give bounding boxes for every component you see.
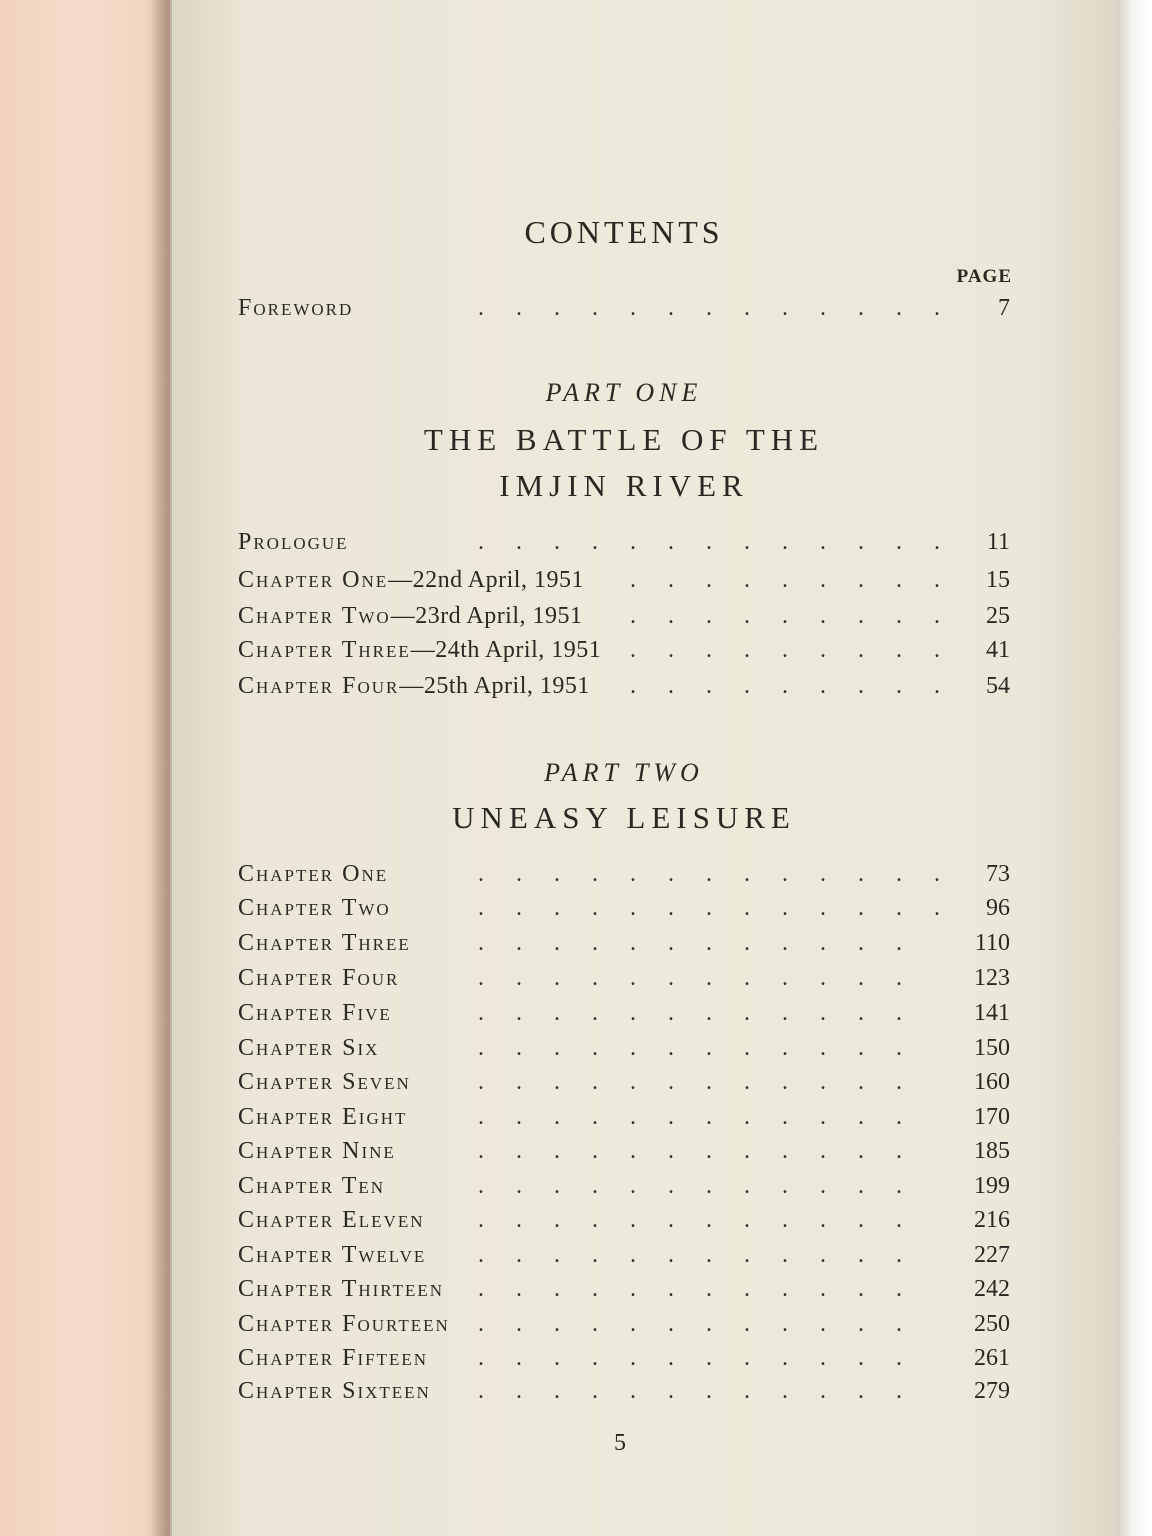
toc-entry-title [238, 1345, 428, 1372]
toc-entry-title [238, 603, 583, 630]
toc-entry-date: —25th April, 1951 [399, 673, 590, 699]
toc-entry-page: 41 [986, 637, 1010, 663]
toc-entry-label: Chapter Two [238, 895, 391, 921]
toc-entry-title [238, 930, 411, 957]
toc-entry-title [238, 1138, 396, 1165]
toc-entry-label: Chapter Two [238, 603, 391, 629]
toc-entry-page: 216 [974, 1207, 1010, 1233]
dot-leader: ............ [478, 1173, 934, 1199]
dot-leader: ............ [478, 1276, 934, 1302]
toc-entry-label: Chapter Fifteen [238, 1345, 429, 1371]
dot-leader: ............ [478, 1378, 934, 1404]
toc-entry [238, 1202, 1010, 1236]
toc-entry [238, 1133, 1010, 1167]
toc-entry [238, 1168, 1010, 1202]
dot-leader: ............ [478, 930, 934, 956]
toc-entry-page: 261 [974, 1345, 1010, 1371]
toc-entry-title [238, 295, 353, 322]
toc-entry-label: Chapter Eleven [238, 1207, 425, 1233]
toc-entry-title [238, 1242, 426, 1269]
page-number: 5 [614, 1430, 626, 1456]
toc-entry-page: 199 [974, 1173, 1010, 1199]
dot-leader: ......... [630, 567, 972, 593]
toc-entry-title [238, 1276, 444, 1303]
page-title: CONTENTS [524, 214, 724, 250]
toc-entry-date: —24th April, 1951 [410, 637, 602, 663]
toc-entry-date: —22nd April, 1951 [388, 567, 584, 593]
dot-leader: ............ [478, 1345, 934, 1371]
dot-leader: ............ [478, 1207, 934, 1233]
toc-entry-label: Chapter Thirteen [238, 1276, 445, 1302]
toc-entry [238, 290, 1010, 324]
toc-entry-page: 185 [974, 1138, 1010, 1164]
toc-entry [238, 890, 1010, 924]
toc-entry-label: Foreword [238, 295, 354, 321]
toc-entry-label: Chapter Four [238, 673, 400, 699]
toc-entry-page: 15 [986, 567, 1010, 593]
dot-leader: ............ [478, 1138, 934, 1164]
toc-entry-page: 150 [974, 1035, 1010, 1061]
toc-entry-page: 123 [974, 965, 1010, 991]
toc-entry-date: —23rd April, 1951 [390, 603, 583, 629]
toc-entry-title [238, 1311, 450, 1338]
toc-entry-page: 54 [986, 673, 1010, 699]
dot-leader: ............. [478, 529, 972, 555]
dot-leader: ............ [478, 1069, 934, 1095]
dot-leader: ............ [478, 1242, 934, 1268]
toc-entry-title [238, 895, 391, 922]
toc-entry-page: 25 [986, 603, 1010, 629]
toc-entry-title [238, 1000, 392, 1027]
toc-entry-label: Chapter Fourteen [238, 1311, 450, 1337]
toc-entry-label: Chapter Five [238, 1000, 392, 1026]
dot-leader: ............. [478, 895, 972, 921]
toc-entry-page: 250 [974, 1311, 1010, 1337]
toc-entry [238, 632, 1010, 666]
toc-entry-label: Prologue [238, 529, 349, 555]
toc-entry [238, 995, 1010, 1029]
toc-entry [238, 1373, 1010, 1407]
toc-entry [238, 1271, 1010, 1305]
toc-entry-title [238, 1035, 379, 1062]
toc-entry-label: Chapter One [238, 567, 389, 593]
toc-entry-page: 110 [974, 930, 1010, 956]
toc-entry-title [238, 637, 601, 664]
toc-entry [238, 1306, 1010, 1340]
dot-leader: ............ [478, 1035, 934, 1061]
toc-entry-label: Chapter Seven [238, 1069, 411, 1095]
part-two-title: UNEASY LEISURE [452, 800, 796, 835]
toc-entry [238, 1064, 1010, 1098]
toc-entry [238, 1237, 1010, 1271]
toc-entry-title [238, 1104, 407, 1131]
part-one-title-line-1: THE BATTLE OF THE [423, 422, 825, 457]
dot-leader: ............ [478, 1311, 934, 1337]
toc-entry-title [238, 965, 399, 992]
dot-leader: ......... [630, 637, 972, 663]
toc-entry-label: Chapter Eight [238, 1104, 408, 1130]
toc-entry-page: 141 [974, 1000, 1010, 1026]
toc-entry-title [238, 1069, 411, 1096]
toc-entry-title [238, 1173, 385, 1200]
toc-entry-page: 7 [998, 295, 1010, 321]
toc-entry [238, 562, 1010, 596]
toc-entry [238, 598, 1010, 632]
dot-leader: ............. [478, 861, 972, 887]
toc-entry-label: Chapter Three [238, 930, 411, 956]
toc-entry-page: 279 [974, 1378, 1010, 1404]
toc-entry-label: Chapter Four [238, 965, 400, 991]
toc-entry-page: 170 [974, 1104, 1010, 1130]
dot-leader: ............ [478, 1104, 934, 1130]
toc-entry [238, 856, 1010, 890]
toc-entry-title [238, 529, 349, 556]
part-one-title-line-2: IMJIN RIVER [499, 468, 749, 503]
toc-entry-label: Chapter Nine [238, 1138, 396, 1164]
toc-entry [238, 1030, 1010, 1064]
toc-entry-label: Chapter Twelve [238, 1242, 427, 1268]
toc-entry-page: 96 [986, 895, 1010, 921]
toc-entry-page: 242 [974, 1276, 1010, 1302]
part-one-label: PART ONE [545, 378, 703, 407]
toc-entry [238, 524, 1010, 558]
toc-entry-page: 11 [986, 529, 1010, 555]
toc-entry-label: Chapter Sixteen [238, 1378, 431, 1404]
toc-entry-page: 73 [986, 861, 1010, 887]
toc-entry-page: 160 [974, 1069, 1010, 1095]
toc-entry [238, 925, 1010, 959]
toc-entry-title [238, 567, 584, 594]
toc-entry-label: Chapter One [238, 861, 389, 887]
part-two-label: PART TWO [544, 758, 704, 787]
toc-entry-label: Chapter Ten [238, 1173, 386, 1199]
toc-entry [238, 668, 1010, 702]
toc-entry-label: Chapter Three [238, 637, 411, 663]
toc-entry [238, 1340, 1010, 1374]
dot-leader: ............ [478, 1000, 934, 1026]
toc-entry-label: Chapter Six [238, 1035, 380, 1061]
toc-entry-title [238, 1207, 425, 1234]
dot-leader: ......... [630, 673, 972, 699]
toc-entry [238, 1099, 1010, 1133]
toc-entry-page: 227 [974, 1242, 1010, 1268]
toc-entry-title [238, 861, 388, 888]
toc-entry-title [238, 1378, 431, 1405]
toc-entry [238, 960, 1010, 994]
page-column-heading: PAGE [956, 266, 1012, 287]
dot-leader: ......... [630, 603, 972, 629]
dot-leader: ............. [478, 295, 972, 321]
toc-entry-title [238, 673, 590, 700]
dot-leader: ............ [478, 965, 934, 991]
